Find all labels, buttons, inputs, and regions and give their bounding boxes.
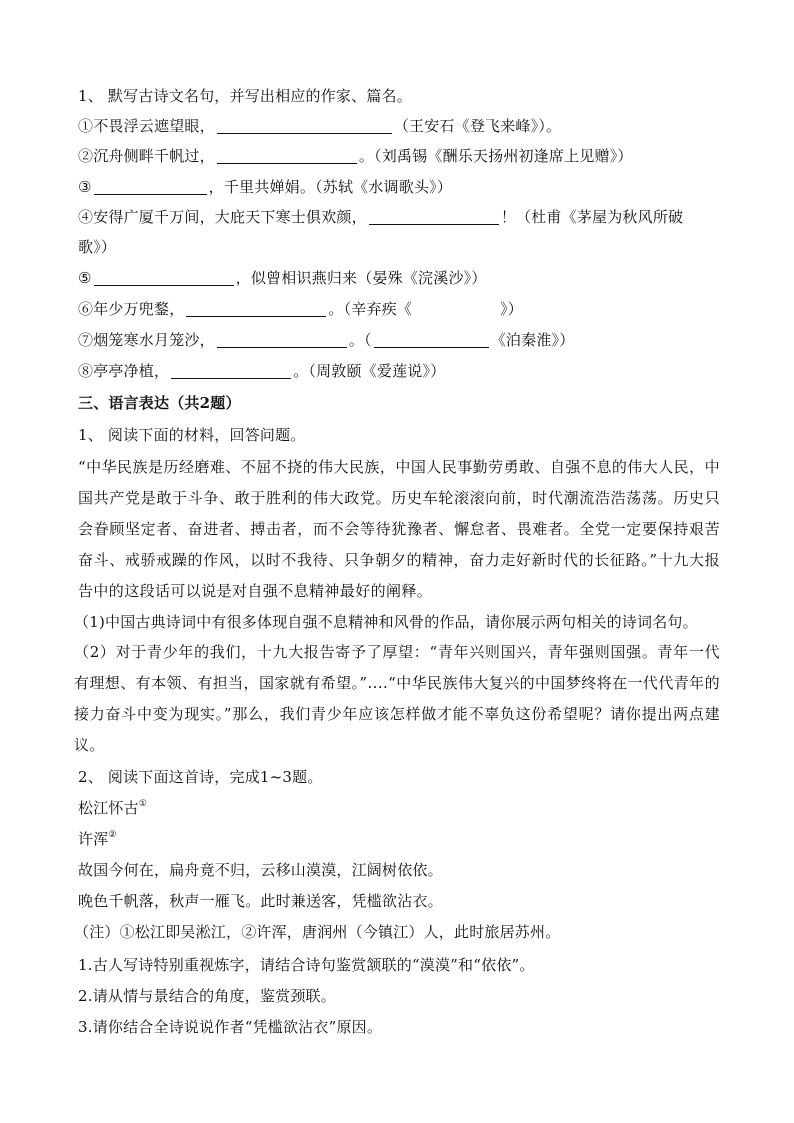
fill-item-1-source: （王安石《登飞来峰》）。 [393, 117, 562, 135]
poet-name-text: 许浑 [78, 830, 109, 848]
fill-item-8-source: 。（周敦颐《爱莲说》） [293, 362, 446, 380]
answer-blank-3[interactable] [94, 178, 207, 195]
fill-item-7-mid: 。（ [348, 331, 372, 349]
sub-question-2: （2）对于青少年的我们，十九大报告寄予了厚望：“青年兴则国兴，青年强则国强。青年一代有理想、有本领、有担当，国家就有希望。”....“中华民族伟大复兴的中国梦终将在一代代青年的接力奋斗中变为现实。”那么，我们青少年应该怎样做才能不辜负这份希望呢？请你提出两点建议。 [74, 643, 720, 754]
poem-line-2: 晚色千帆落，秋声一雁飞。此时兼送客，凭槛欲沾衣。 [78, 892, 443, 910]
fill-item-3 [78, 177, 728, 197]
fill-item-6-mid: 。（辛弃疾《 [328, 300, 413, 318]
fill-item-2-source: 。（刘禹锡《酬乐天扬州初逢席上见赠》） [358, 147, 633, 165]
fill-item-2-prompt: ②沉舟侧畔千帆过， [78, 147, 215, 165]
sub-question-1: （1)中国古典诗词中有很多体现自强不息精神和风骨的作品，请你展示两句相关的诗词名句。 [74, 613, 698, 631]
fill-item-4-continued: 歌》） [78, 238, 117, 256]
fill-item-5 [78, 268, 728, 288]
fill-item-7-source: 《泊秦淮》） [490, 331, 575, 349]
footnote-marker-2: ② [108, 830, 117, 840]
fill-item-1-prompt: ①不畏浮云遮望眼， [78, 117, 215, 135]
poem-line-1: 故国今何在，扁舟竟不归，云移山漠漠，江阔树依依。 [78, 861, 443, 879]
question-3-2-heading: 2、 阅读下面这首诗，完成1~3题。 [78, 768, 323, 786]
fill-item-1 [78, 116, 728, 136]
answer-blank-2[interactable] [217, 147, 357, 164]
fill-item-7-prompt: ⑦烟笼寒水月笼沙， [78, 331, 215, 349]
fill-item-5-prompt: ⑤ [78, 269, 92, 287]
poem-question-3: 3.请你结合全诗说说作者“凭槛欲沾衣”原因。 [78, 1018, 383, 1036]
poem-question-1: 1.古人写诗特别重视炼字，请结合诗句鉴赏颔联的“漠漠”和“依依”。 [78, 956, 535, 974]
material-passage: “中华民族是历经磨难、不屈不挠的伟大民族，中国人民事勤劳勇敢、自强不息的伟大人民，中国共产党是敢于斗争、敢于胜利的伟大政党。历史车轮滚滚向前，时代潮流浩浩荡荡。历史只会眷顾坚定者、奋进者、搏击者，而不会等待犹豫者、懈怠者、畏难者。全党一定要保持艰苦奋斗、戒骄戒躁的作风，以时不我待、只争朝夕的精神，奋力走好新时代的长征路。”十九大报告中的这段话可以说是对自强不息精神最好的阐释。 [78, 458, 720, 600]
fill-item-6-prompt: ⑥年少万兜鍪， [78, 300, 185, 318]
answer-blank-8[interactable] [171, 362, 291, 379]
fill-item-6 [78, 299, 728, 319]
poet-name [78, 829, 728, 849]
fill-item-3-source: ，千里共婵娟。（苏轼《水调歌头》） [208, 178, 453, 196]
answer-blank-1[interactable] [217, 117, 392, 134]
answer-blank-4[interactable] [369, 208, 499, 225]
fill-item-6-source: 》） [500, 300, 524, 318]
answer-blank-6[interactable] [186, 300, 326, 317]
fill-item-8 [78, 361, 728, 381]
poem-note: （注）①松江即吴淞江，②许浑，唐润州（今镇江）人，此时旅居苏州。 [74, 923, 561, 941]
footnote-marker-1: ① [138, 799, 148, 809]
fill-item-8-prompt: ⑧亭亭净植， [78, 362, 170, 380]
fill-item-7 [78, 330, 728, 350]
fill-item-4-prompt: ④安得广厦千万间，大庇天下寒士俱欢颜， [78, 208, 367, 226]
question-3-1-heading: 1、 阅读下面的材料，回答问题。 [78, 426, 306, 444]
section-3-title: 三、语言表达（共2题） [78, 394, 241, 412]
fill-item-3-prompt: ③ [78, 178, 92, 196]
answer-blank-7[interactable] [217, 331, 347, 348]
poem-question-2: 2.请从情与景结合的角度，鉴赏颈联。 [78, 987, 336, 1005]
author-blank-7[interactable] [374, 331, 489, 348]
fill-item-5-source: ，似曾相识燕归来（晏殊《浣溪沙》） [235, 269, 487, 287]
fill-item-4-source: ！（杜甫《茅屋为秋风所破 [500, 208, 684, 226]
question-1-heading: 1、 默写古诗文名句，并写出相应的作家、篇名。 [78, 87, 412, 105]
poem-title [78, 798, 728, 818]
fill-item-2 [78, 146, 728, 166]
poem-title-text: 松江怀古 [78, 799, 139, 817]
fill-item-4 [78, 207, 728, 227]
answer-blank-5[interactable] [94, 269, 234, 286]
